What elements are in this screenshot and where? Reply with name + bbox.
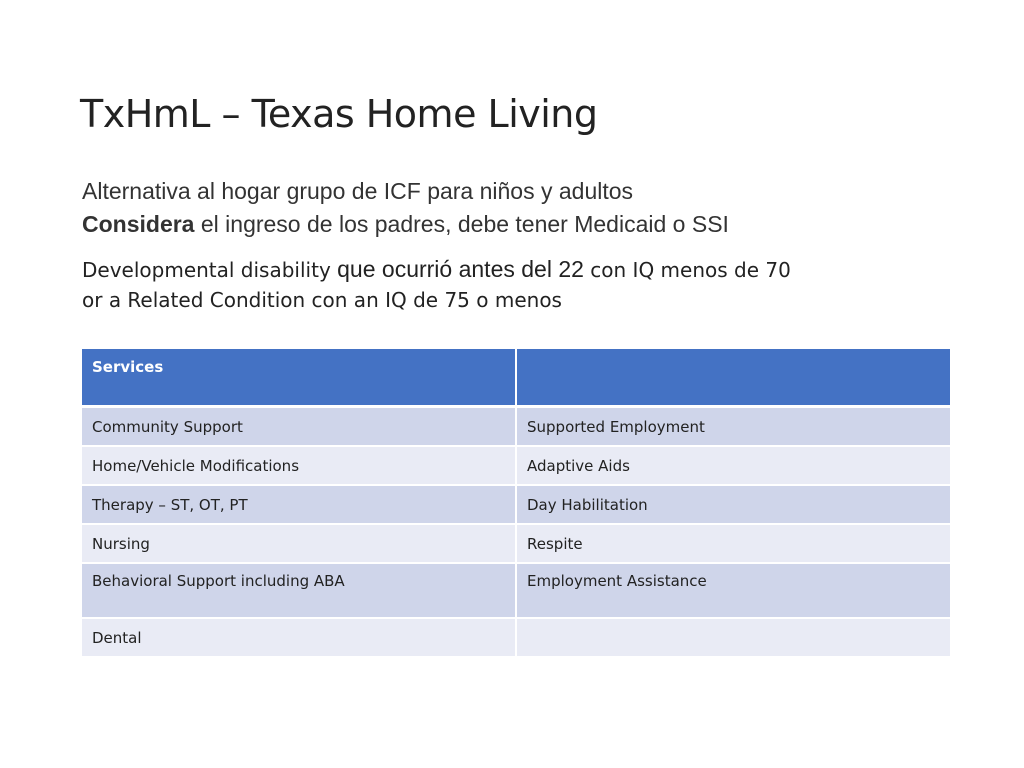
service-cell: Nursing [82, 524, 516, 563]
table-row [82, 563, 950, 618]
table-row [82, 407, 950, 447]
bullet-related-condition: or a Related Condition con an IQ de 75 o menos [82, 288, 562, 312]
services-table [82, 349, 950, 658]
table-row [82, 618, 950, 657]
bullet-dd-part1: Developmental disability [82, 258, 338, 282]
table-row [82, 485, 950, 524]
service-cell: Home/Vehicle Modifications [82, 446, 516, 485]
table-row [82, 446, 950, 485]
bullet-considera-text: el ingreso de los padres, debe tener Medicaid o SSI [194, 211, 729, 237]
bullet-alternativa: Alternativa al hogar grupo de ICF para niños y adultos [82, 178, 634, 204]
header-services: Services [82, 349, 516, 407]
bullet-dd-part2: que ocurrió antes del 22 [337, 256, 584, 282]
service-cell: Therapy – ST, OT, PT [82, 485, 516, 524]
service-cell [516, 618, 950, 657]
service-cell: Dental [82, 618, 516, 657]
table-row [82, 524, 950, 563]
slide-title: TxHmL – Texas Home Living [80, 92, 598, 136]
service-cell: Day Habilitation [516, 485, 950, 524]
service-cell: Behavioral Support including ABA [82, 563, 516, 618]
bullet-considera [82, 211, 729, 238]
service-cell: Employment Assistance [516, 563, 950, 618]
bullet-considera-bold: Considera [82, 211, 195, 237]
service-cell: Community Support [82, 407, 516, 447]
header-blank [516, 349, 950, 407]
bullet-developmental-disability [82, 254, 791, 315]
table-header-row [82, 349, 950, 407]
service-cell: Supported Employment [516, 407, 950, 447]
service-cell: Respite [516, 524, 950, 563]
service-cell: Adaptive Aids [516, 446, 950, 485]
bullet-dd-part3: con IQ menos de 70 [583, 258, 791, 282]
